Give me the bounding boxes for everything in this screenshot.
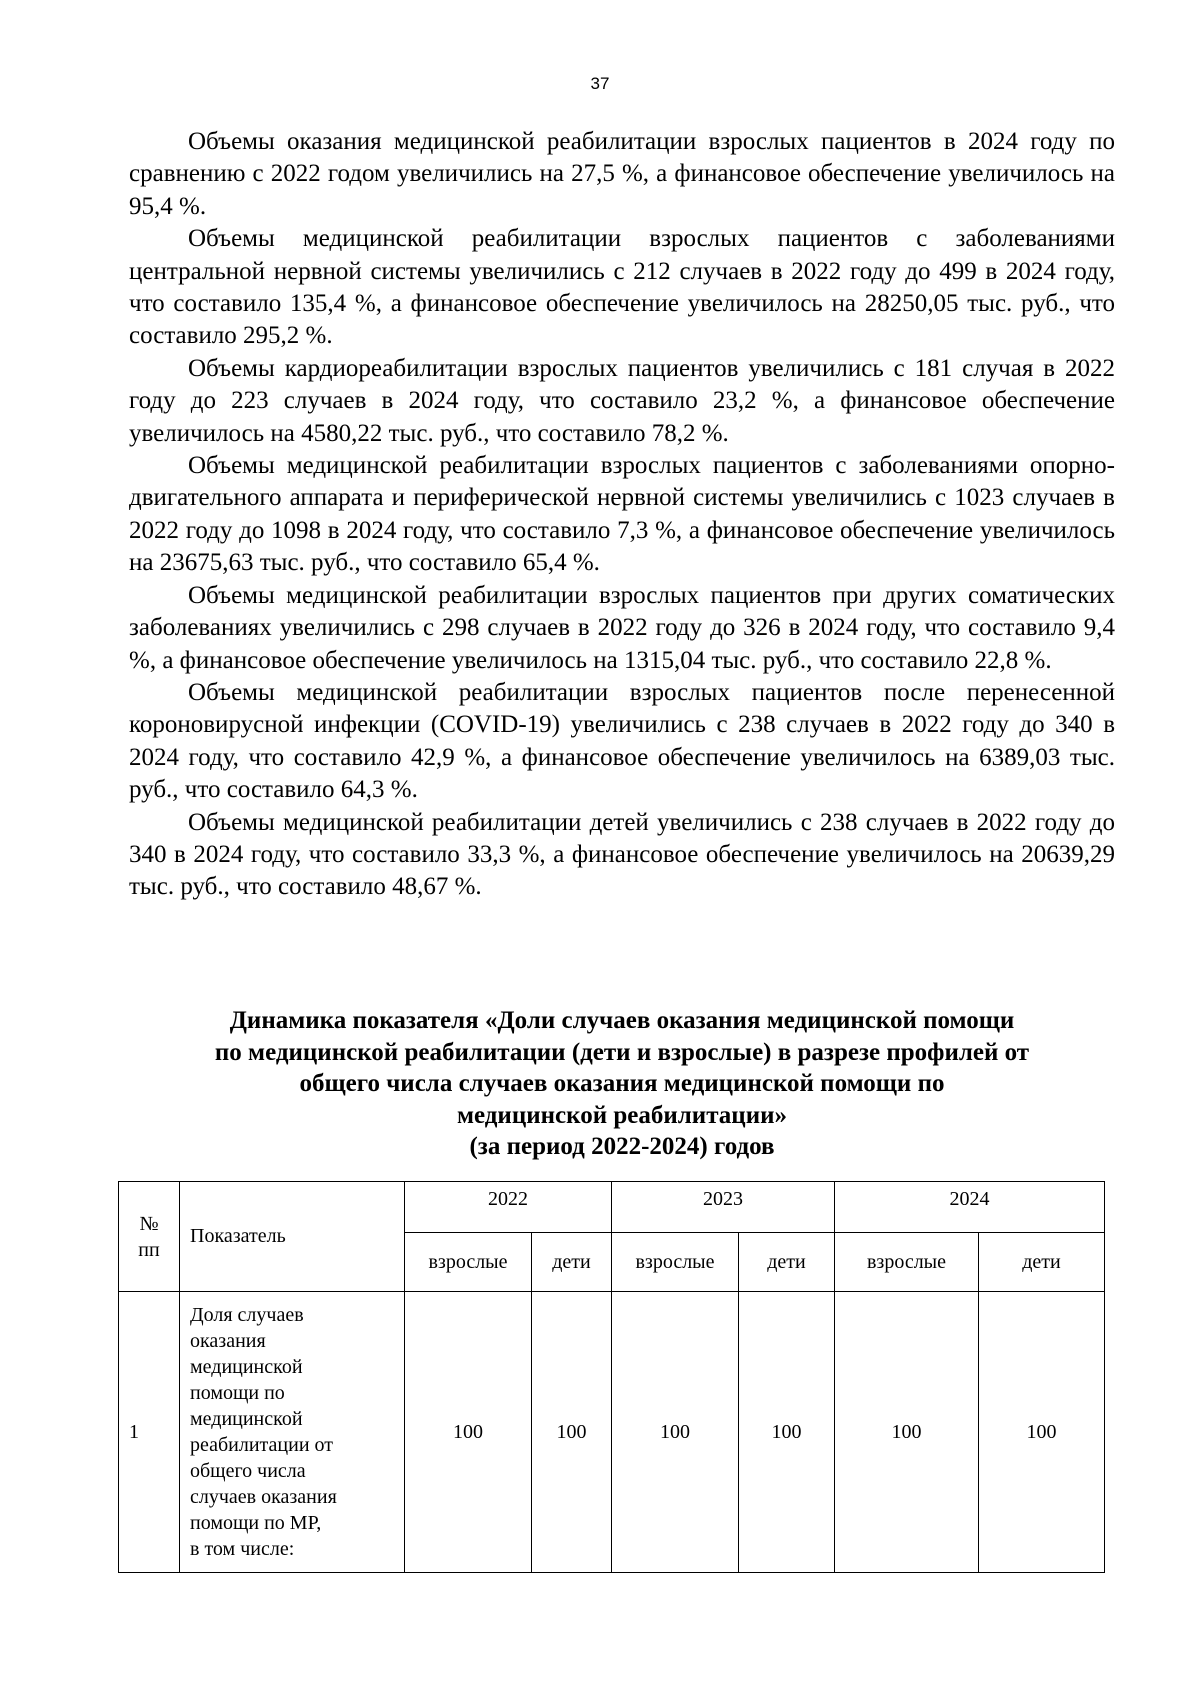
value-2022-adults: 100 xyxy=(405,1292,532,1573)
table-title-line: медицинской реабилитации» xyxy=(456,1101,788,1129)
column-header-children: дети xyxy=(532,1233,612,1292)
value-2023-adults: 100 xyxy=(612,1292,739,1573)
column-header-year: 2022 xyxy=(405,1182,612,1233)
row-indicator-line: случаев оказания xyxy=(190,1486,337,1508)
value-2023-children: 100 xyxy=(739,1292,835,1573)
body-text xyxy=(129,126,1115,904)
column-header-year: 2023 xyxy=(612,1182,835,1233)
row-indicator xyxy=(180,1292,405,1573)
value-2024-children: 100 xyxy=(979,1292,1105,1573)
row-indicator-line: медицинской xyxy=(190,1356,303,1378)
column-header-adults: взрослые xyxy=(612,1233,739,1292)
table-header-row xyxy=(119,1182,1105,1233)
column-header-indicator: Показатель xyxy=(180,1182,405,1292)
column-header-adults: взрослые xyxy=(835,1233,979,1292)
row-number: 1 xyxy=(119,1292,180,1573)
paragraph: Объемы медицинской реабилитации взрослых пациентов после перенесенной короновирусной инфекции (COVID-19) увеличились с 238 случаев в 2022 году до 340 в 2024 году, что составило 42,9 %, а финансовое обеспечение увеличилось на 6389,03 тыс. руб., что составило 64,3 %. xyxy=(129,678,1115,804)
value-2022-children: 100 xyxy=(532,1292,612,1573)
paragraph: Объемы медицинской реабилитации взрослых пациентов при других соматических заболеваниях увеличились с 298 случаев в 2022 году до 326 в 2024 году, что составило 9,4 %, а финансовое обеспечение увеличилось на 1315,04 тыс. руб., что составило 22,8 %. xyxy=(129,581,1115,674)
page-number: 37 xyxy=(590,74,610,93)
row-indicator-line: оказания xyxy=(190,1330,266,1352)
paragraph: Объемы медицинской реабилитации детей увеличились с 238 случаев в 2022 году до 340 в 2024 году, что составило 33,3 %, а финансовое обеспечение увеличилось на 20639,29 тыс. руб., что составило 48,67 %. xyxy=(129,808,1115,901)
row-indicator-line: Доля случаев xyxy=(190,1304,304,1326)
table-title xyxy=(129,1005,1115,1163)
column-header-adults: взрослые xyxy=(405,1233,532,1292)
dynamics-table xyxy=(118,1181,1105,1573)
paragraph: Объемы медицинской реабилитации взрослых пациентов с заболеваниями центральной нервной системы увеличились с 212 случаев в 2022 году до 499 в 2024 году, что составило 135,4 %, а финансовое обеспечение увеличилось на 28250,05 тыс. руб., что составило 295,2 %. xyxy=(129,225,1115,350)
row-indicator-line: реабилитации от xyxy=(190,1434,334,1456)
paragraph: Объемы медицинской реабилитации взрослых пациентов с заболеваниями опорно-двигательного аппарата и периферической нервной системы увеличились с 1023 случаев в 2022 году до 1098 в 2024 году, что составило 7,3 %, а финансовое обеспечение увеличилось на 23675,63 тыс. руб., что составило 65,4 %. xyxy=(129,452,1115,577)
table-row xyxy=(119,1292,1105,1573)
column-header-number-line1: № xyxy=(139,1212,159,1235)
row-indicator-line: общего числа xyxy=(190,1460,306,1482)
row-indicator-line: помощи по МР, xyxy=(190,1512,322,1534)
table-title-line: (за период 2022-2024) годов xyxy=(469,1133,775,1160)
column-header-children: дети xyxy=(739,1233,835,1292)
paragraph: Объемы кардиореабилитации взрослых пациентов увеличились с 181 случая в 2022 году до 223 случаев в 2024 году, что составило 23,2 %, а финансовое обеспечение увеличилось на 4580,22 тыс. руб., что составило 78,2 %. xyxy=(129,354,1115,447)
row-indicator-line: медицинской xyxy=(190,1408,303,1430)
row-indicator-line: в том числе: xyxy=(190,1538,295,1560)
table-title-line: Динамика показателя «Доли случаев оказания медицинской помощи xyxy=(229,1007,1015,1034)
column-header-number-line2: пп xyxy=(138,1238,160,1261)
table-title-line: по медицинской реабилитации (дети и взрослые) в разрезе профилей от xyxy=(214,1038,1030,1066)
column-header-number xyxy=(119,1182,180,1292)
row-indicator-line: помощи по xyxy=(190,1382,285,1404)
value-2024-adults: 100 xyxy=(835,1292,979,1573)
paragraph: Объемы оказания медицинской реабилитации взрослых пациентов в 2024 году по сравнению с 2022 годом увеличились на 27,5 %, а финансовое обеспечение увеличилось на 95,4 %. xyxy=(129,128,1115,220)
table-title-line: общего числа случаев оказания медицинской помощи по xyxy=(299,1070,945,1097)
column-header-year: 2024 xyxy=(835,1182,1105,1233)
column-header-children: дети xyxy=(979,1233,1105,1292)
